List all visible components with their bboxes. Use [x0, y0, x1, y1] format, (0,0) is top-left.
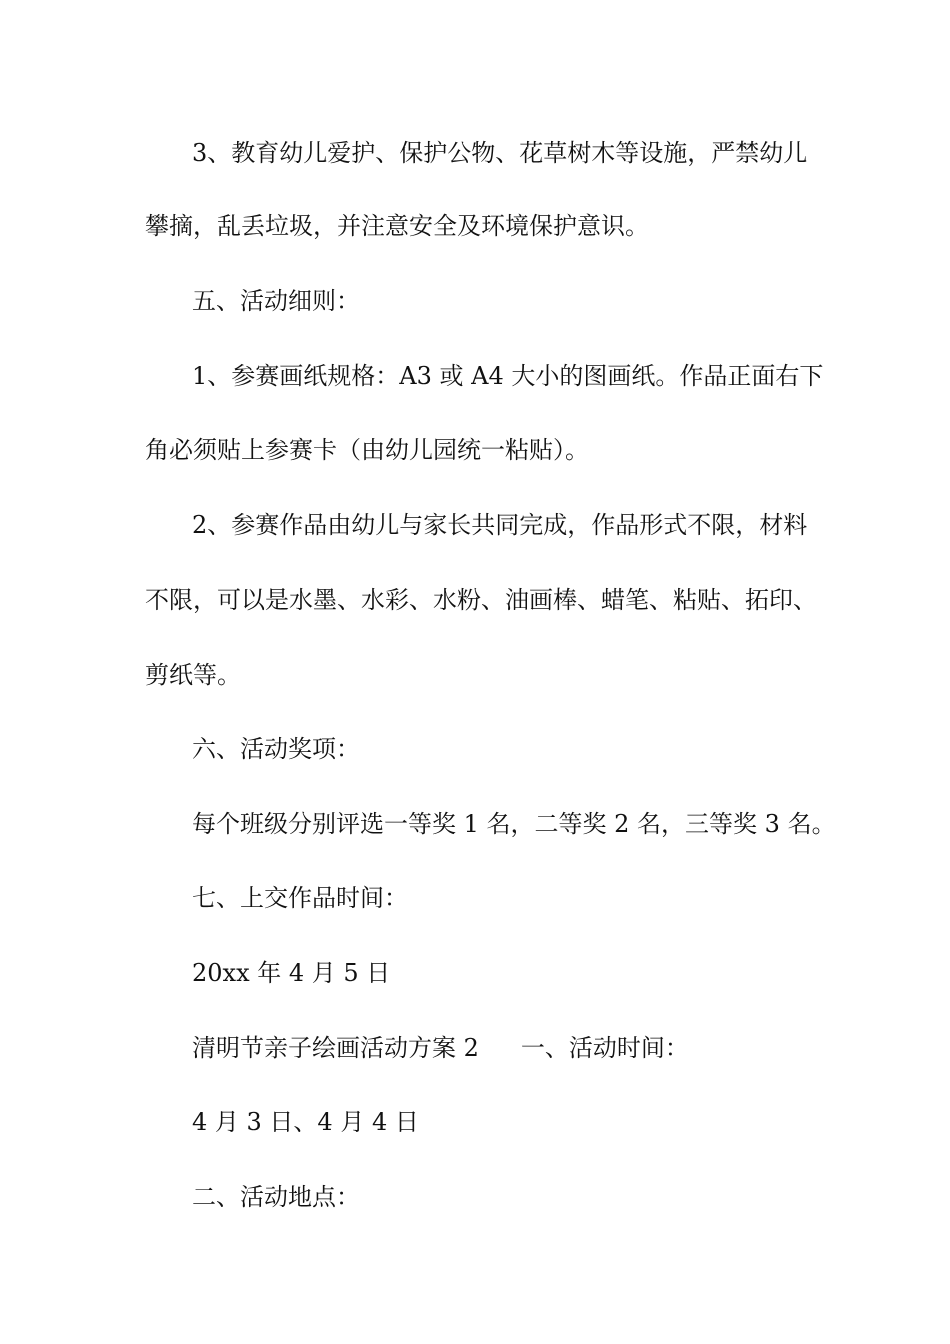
paragraph-awards: 每个班级分别评选一等奖 1 名，二等奖 2 名，三等奖 3 名。 — [192, 810, 836, 838]
section-heading-5: 五、活动细则： — [192, 287, 360, 315]
section-heading-2: 二、活动地点： — [192, 1183, 360, 1211]
paragraph-item-3-line-2: 攀摘，乱丢垃圾，并注意安全及环境保护意识。 — [145, 212, 649, 240]
section-heading-7: 七、上交作品时间： — [192, 884, 408, 912]
section-heading-6: 六、活动奖项： — [192, 735, 360, 763]
paragraph-rule-2-line-2: 不限，可以是水墨、水彩、水粉、油画棒、蜡笔、粘贴、拓印、 — [145, 586, 817, 614]
plan-2-title: 清明节亲子绘画活动方案 2 — [192, 1034, 479, 1062]
paragraph-item-3-line-1: 3、教育幼儿爱护、保护公物、花草树木等设施，严禁幼儿 — [192, 139, 808, 167]
paragraph-rule-2-line-3: 剪纸等。 — [145, 661, 241, 689]
section-heading-1: 一、活动时间： — [520, 1034, 689, 1062]
paragraph-rule-2-line-1: 2、参赛作品由幼儿与家长共同完成，作品形式不限，材料 — [192, 511, 808, 539]
plan-2-title-line — [192, 1033, 689, 1063]
paragraph-rule-1-line-1: 1、参赛画纸规格：A3 或 A4 大小的图画纸。作品正面右下 — [192, 362, 824, 390]
paragraph-rule-1-line-2: 角必须贴上参赛卡（由幼儿园统一粘贴）。 — [145, 436, 589, 464]
paragraph-submit-date: 20xx 年 4 月 5 日 — [192, 959, 391, 987]
paragraph-activity-dates: 4 月 3 日、4 月 4 日 — [192, 1108, 419, 1136]
